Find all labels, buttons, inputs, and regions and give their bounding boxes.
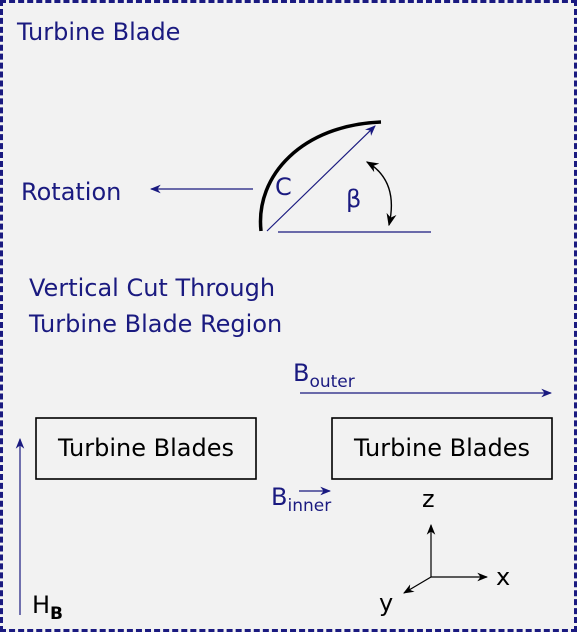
rotation-label: Rotation [21, 178, 122, 206]
b-inner-sub: inner [287, 496, 332, 516]
section-title-line1: Vertical Cut Through [29, 274, 276, 302]
angle-label: β [346, 185, 362, 213]
right-turbine-blades-label: Turbine Blades [354, 434, 530, 462]
chord-label: C [275, 173, 292, 201]
z-axis-label: z [422, 485, 435, 513]
b-outer-sub: outer [309, 372, 355, 392]
diagram-svg [3, 3, 577, 635]
section-title-line2: Turbine Blade Region [29, 310, 283, 338]
left-turbine-blades-label: Turbine Blades [58, 434, 234, 462]
diagram-title: Turbine Blade [17, 18, 181, 46]
height-label [32, 591, 63, 624]
b-inner-main: B [271, 483, 288, 511]
height-sub: B [50, 604, 64, 624]
b-outer-main: B [293, 359, 310, 387]
b-outer-label [293, 359, 355, 392]
angle-arc [367, 162, 391, 225]
y-axis-label: y [379, 589, 394, 617]
height-main: H [32, 591, 51, 619]
y-axis-arrow [404, 577, 431, 593]
x-axis-label: x [496, 563, 511, 591]
b-inner-label [271, 483, 331, 516]
